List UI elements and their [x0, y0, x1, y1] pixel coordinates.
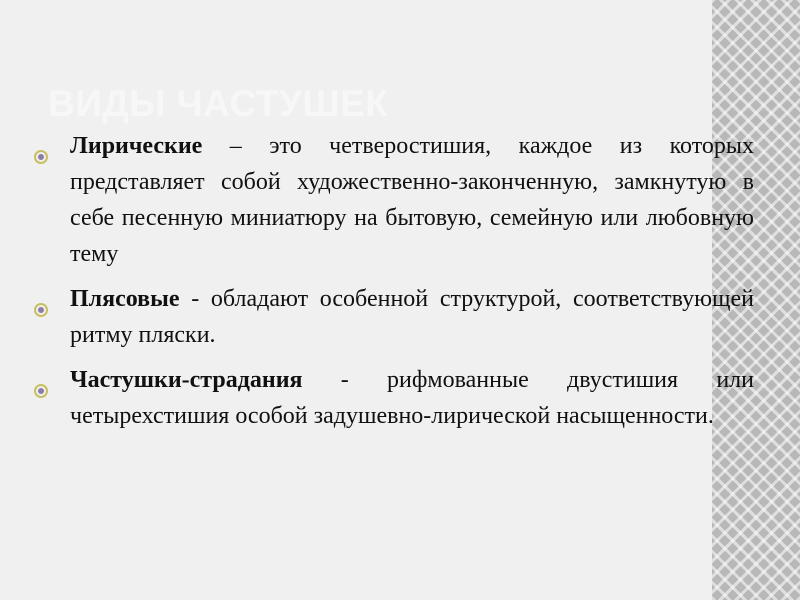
bullet-item-dance [34, 281, 754, 353]
target-bullet-icon [34, 373, 48, 387]
bullet-text: – это четверостишия, каждое из которых представляет собой художественно-законченную, замкнутую в себе песенную миниатюру на бытовую, семейную или любовную тему [70, 133, 754, 267]
bullet-term: Лирические [70, 133, 203, 159]
bullet-list [34, 128, 754, 443]
bullet-term: Частушки-страдания [70, 367, 303, 393]
bullet-item-suffering [34, 362, 754, 434]
bullet-text: - обладают особенной структурой, соответствующей ритму пляски. [70, 286, 754, 348]
target-bullet-icon [34, 292, 48, 306]
bullet-term: Плясовые [70, 286, 180, 312]
bullet-item-lyrical [34, 128, 754, 272]
target-bullet-icon [34, 139, 48, 153]
bullet-text: - рифмованные двустишия или четырехстишия особой задушевно-лирической насыщенности. [70, 367, 754, 429]
slide-title: ВИДЫ ЧАСТУШЕК [48, 83, 389, 124]
